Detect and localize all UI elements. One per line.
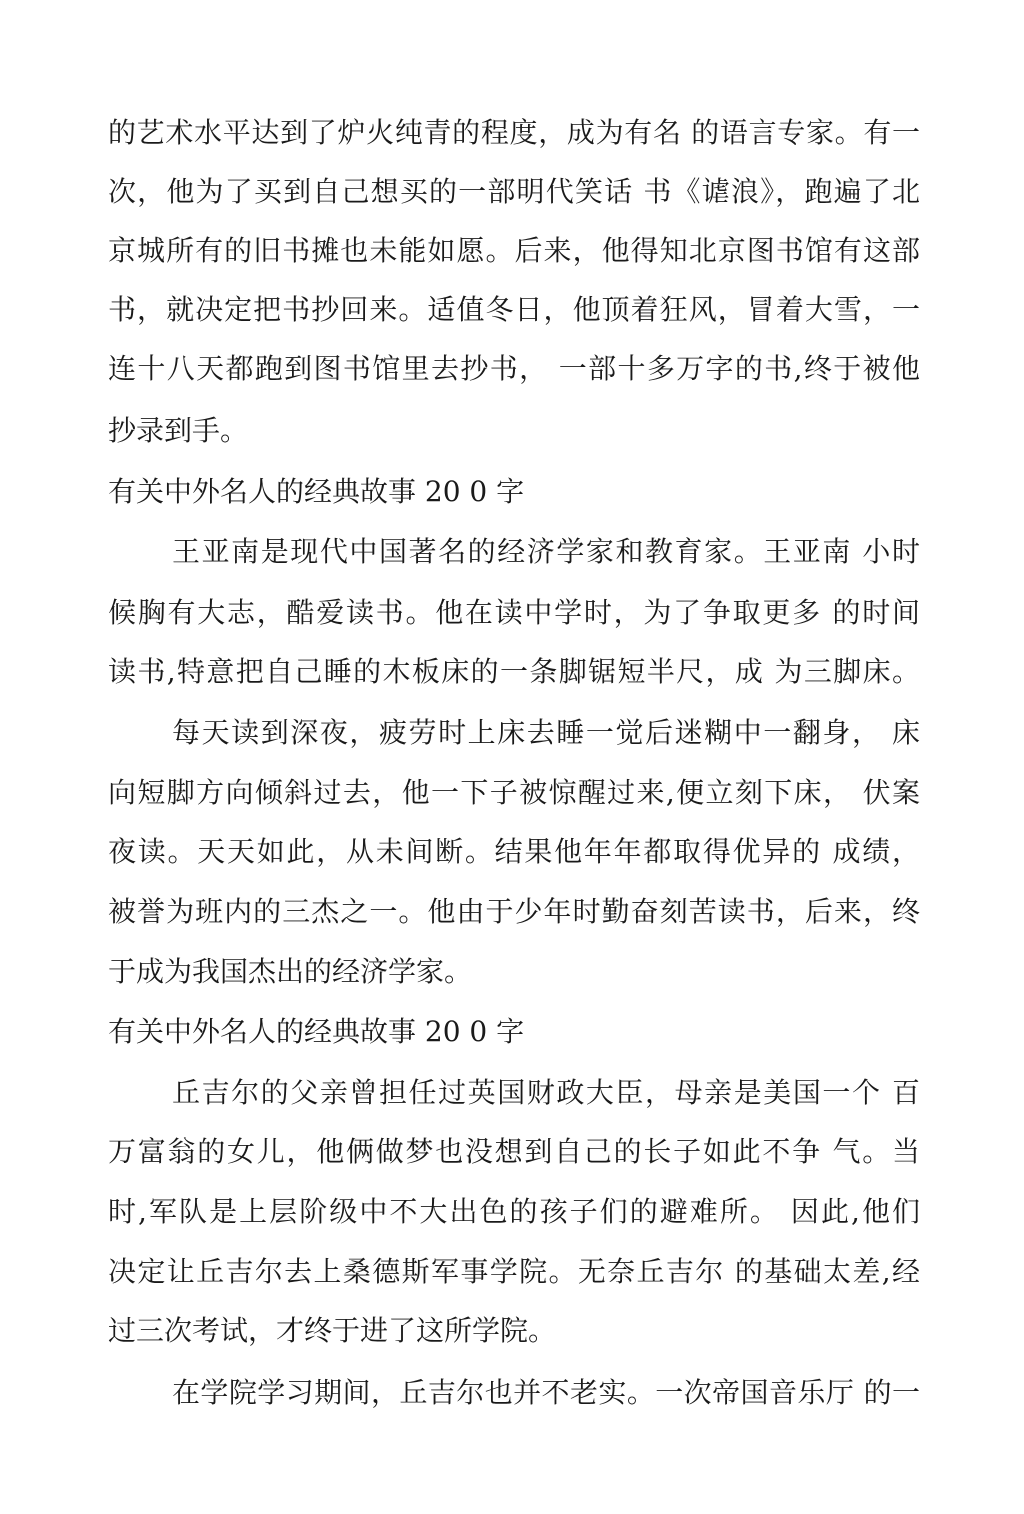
text-line: 时,军队是上层阶级中不大出色的孩子们的避难所。 因此,他们 bbox=[108, 1195, 920, 1228]
text-line: 连十八天都跑到图书馆里去抄书， 一部十多万字的书,终于被他 bbox=[108, 352, 920, 385]
text-line: 决定让丘吉尔去上桑德斯军事学院。无奈丘吉尔 的基础太差,经 bbox=[108, 1255, 920, 1288]
text-line: 丘吉尔的父亲曾担任过英国财政大臣，母亲是美国一个 百 bbox=[172, 1076, 920, 1109]
text-line: 王亚南是现代中国著名的经济学家和教育家。王亚南 小时 bbox=[172, 535, 920, 568]
text-line: 被誉为班内的三杰之一。他由于少年时勤奋刻苦读书，后来，终 bbox=[108, 895, 920, 928]
text-line: 向短脚方向倾斜过去，他一下子被惊醒过来,便立刻下床， 伏案 bbox=[108, 776, 920, 809]
text-line: 读书,特意把自己睡的木板床的一条脚锯短半尺，成 为三脚床。 bbox=[108, 655, 920, 688]
text-line: 每天读到深夜，疲劳时上床去睡一觉后迷糊中一翻身， 床 bbox=[172, 716, 920, 749]
text-line: 过三次考试，才终于进了这所学院。 bbox=[108, 1314, 557, 1347]
text-line: 万富翁的女儿，他俩做梦也没想到自己的长子如此不争 气。当 bbox=[108, 1135, 920, 1168]
text-line: 书，就决定把书抄回来。适值冬日，他顶着狂风，冒着大雪，一 bbox=[108, 293, 920, 326]
section-heading: 有关中外名人的经典故事 20 0 字 bbox=[108, 1015, 525, 1048]
section-heading: 有关中外名人的经典故事 20 0 字 bbox=[108, 475, 525, 508]
text-line: 候胸有大志，酷爱读书。他在读中学时，为了争取更多 的时间 bbox=[108, 596, 920, 629]
text-line: 在学院学习期间，丘吉尔也并不老实。一次帝国音乐厅 的一 bbox=[172, 1376, 920, 1409]
text-line: 次，他为了买到自己想买的一部明代笑话 书《谑浪》，跑遍了北 bbox=[108, 175, 920, 208]
text-line: 夜读。天天如此，从未间断。结果他年年都取得优异的 成绩， bbox=[108, 835, 920, 868]
text-line: 京城所有的旧书摊也未能如愿。后来，他得知北京图书馆有这部 bbox=[108, 234, 920, 267]
text-line: 于成为我国杰出的经济学家。 bbox=[108, 955, 473, 988]
text-line: 的艺术水平达到了炉火纯青的程度，成为有名 的语言专家。有一 bbox=[108, 116, 920, 149]
text-line: 抄录到手。 bbox=[108, 414, 249, 447]
